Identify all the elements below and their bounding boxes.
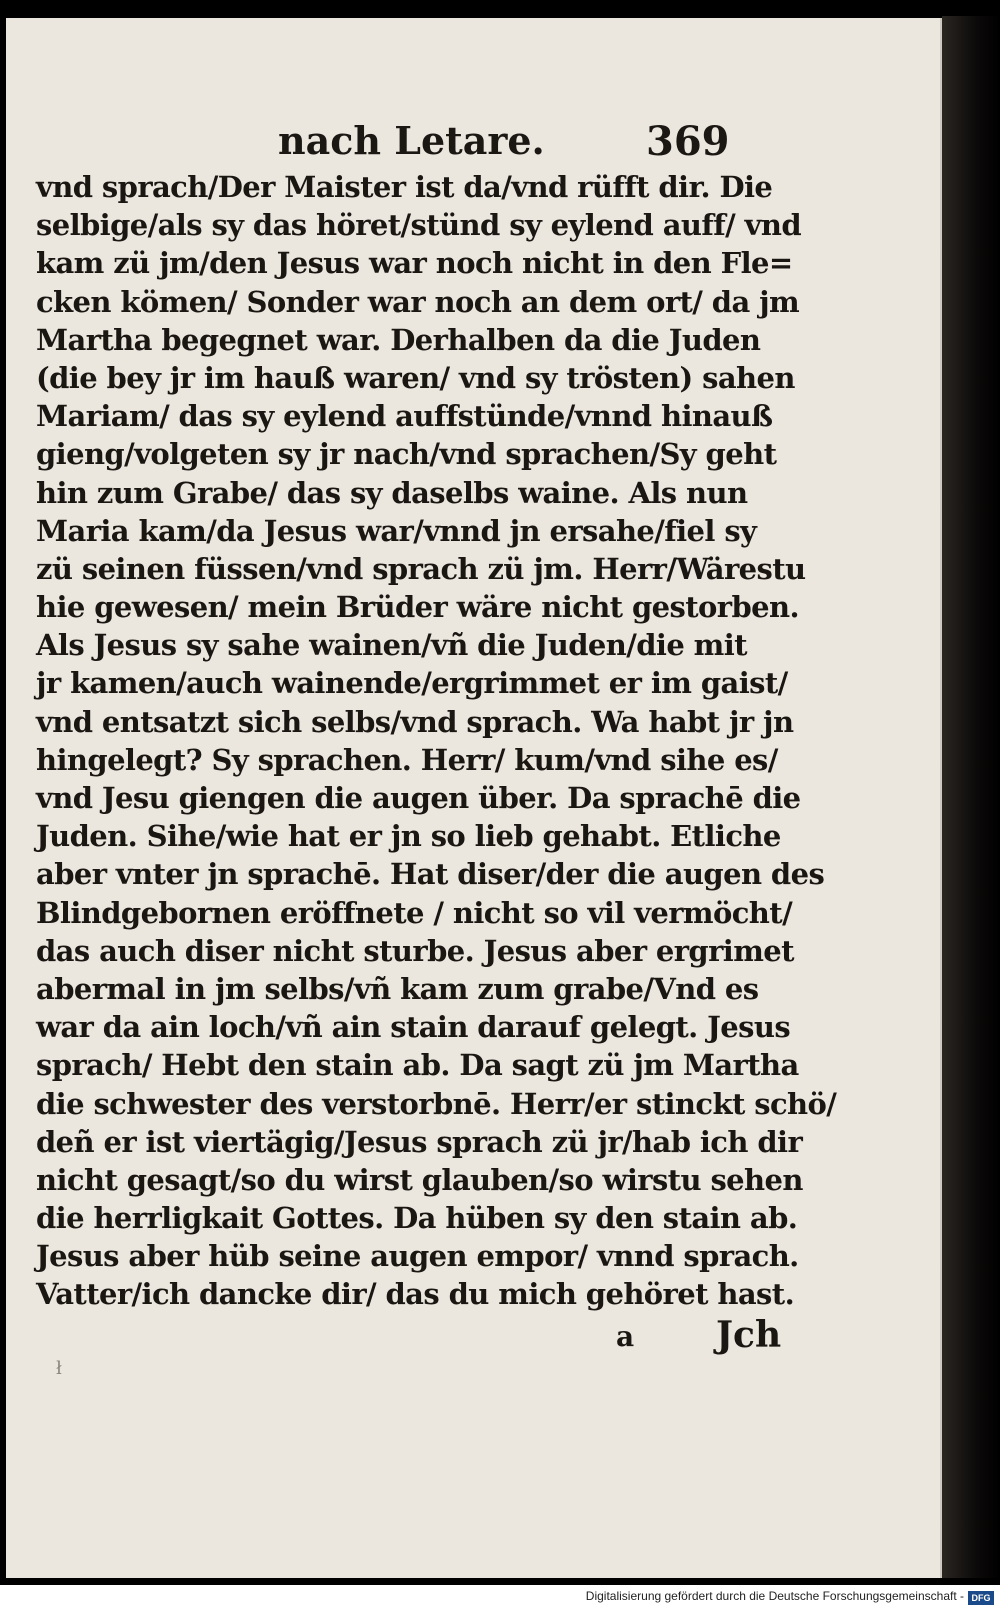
page-smudge: ł bbox=[56, 1358, 62, 1379]
text-line: vnd Jesu giengen die augen über. Da sprachē die bbox=[36, 781, 801, 815]
text-line: die schwester des verstorbnē. Herr/er stinckt schö/ bbox=[36, 1086, 837, 1121]
text-line: hingelegt? Sy sprachen. Herr/ kum/vnd sihe es/ bbox=[36, 742, 778, 777]
text-line: Maria kam/da Jesus war/vnnd jn ersahe/fiel sy bbox=[36, 513, 757, 548]
text-line: war da ain loch/vñ ain stain darauf gelegt. Jesus bbox=[36, 1010, 791, 1045]
text-line: vnd sprach/Der Maister ist da/vnd rüfft dir. Die bbox=[36, 170, 773, 204]
digitization-credit: Digitalisierung gefördert durch die Deutsche Forschungsgemeinschaft - bbox=[585, 1589, 964, 1603]
running-head: nach Letare. bbox=[278, 118, 545, 163]
text-line: Blindgebornen eröffnete / nicht so vil vermöcht/ bbox=[36, 895, 793, 930]
text-line: hin zum Grabe/ das sy daselbs waine. Als nun bbox=[36, 475, 748, 510]
text-line: Als Jesus sy sahe wainen/vñ die Juden/die mit bbox=[36, 628, 747, 663]
text-line: selbige/als sy das höret/stünd sy eylend auff/ vnd bbox=[36, 208, 802, 243]
text-line: zü seinen füssen/vnd sprach zü jm. Herr/Wärestu bbox=[36, 551, 806, 586]
catchword-row bbox=[6, 1314, 940, 1360]
text-line: cken kömen/ Sonder war noch an dem ort/ da jm bbox=[36, 284, 800, 319]
text-line: das auch diser nicht sturbe. Jesus aber ergrimet bbox=[36, 933, 794, 968]
text-line: Jesus aber hüb seine augen empor/ vnnd sprach. bbox=[36, 1239, 799, 1274]
text-line: abermal in jm selbs/vñ kam zum grabe/Vnd es bbox=[36, 971, 759, 1006]
text-line: gieng/volgeten sy jr nach/vnd sprachen/Sy geht bbox=[36, 437, 777, 472]
text-line: deñ er ist viertägig/Jesus sprach zü jr/hab ich dir bbox=[36, 1124, 803, 1159]
body-text bbox=[36, 168, 836, 1314]
text-line: Juden. Sihe/wie hat er jn so lieb gehabt. Etliche bbox=[36, 819, 781, 854]
book-page bbox=[6, 18, 942, 1578]
text-line: die herrligkait Gottes. Da hüben sy den stain ab. bbox=[36, 1201, 798, 1236]
page-number: 369 bbox=[646, 118, 730, 165]
text-line: vnd entsatzt sich selbs/vnd sprach. Wa habt jr jn bbox=[36, 704, 794, 739]
text-line: jr kamen/auch wainende/ergrimmet er im gaist/ bbox=[36, 666, 788, 701]
text-line: Mariam/ das sy eylend auffstünde/vnnd hinauß bbox=[36, 399, 773, 434]
text-line: kam zü jm/den Jesus war noch nicht in den Fle= bbox=[36, 246, 793, 281]
text-line: (die bey jr im hauß waren/ vnd sy trösten) sahen bbox=[36, 360, 795, 395]
text-line: Martha begegnet war. Derhalben da die Juden bbox=[36, 322, 761, 357]
text-line: hie gewesen/ mein Brüder wäre nicht gestorben. bbox=[36, 590, 799, 625]
dfg-logo-icon: DFG bbox=[968, 1591, 994, 1605]
text-line: nicht gesagt/so du wirst glauben/so wirstu sehen bbox=[36, 1162, 803, 1197]
footer-bar bbox=[0, 1585, 1000, 1611]
page-header bbox=[6, 118, 940, 164]
text-line: aber vnter jn sprachē. Hat diser/der die augen des bbox=[36, 857, 825, 892]
signature-mark: a bbox=[616, 1320, 635, 1353]
text-line: Vatter/ich dancke dir/ das du mich gehöret hast. bbox=[36, 1277, 795, 1312]
text-line: sprach/ Hebt den stain ab. Da sagt zü jm Martha bbox=[36, 1048, 799, 1083]
book-edge bbox=[942, 16, 1000, 1578]
catchword: Jch bbox=[716, 1314, 782, 1356]
